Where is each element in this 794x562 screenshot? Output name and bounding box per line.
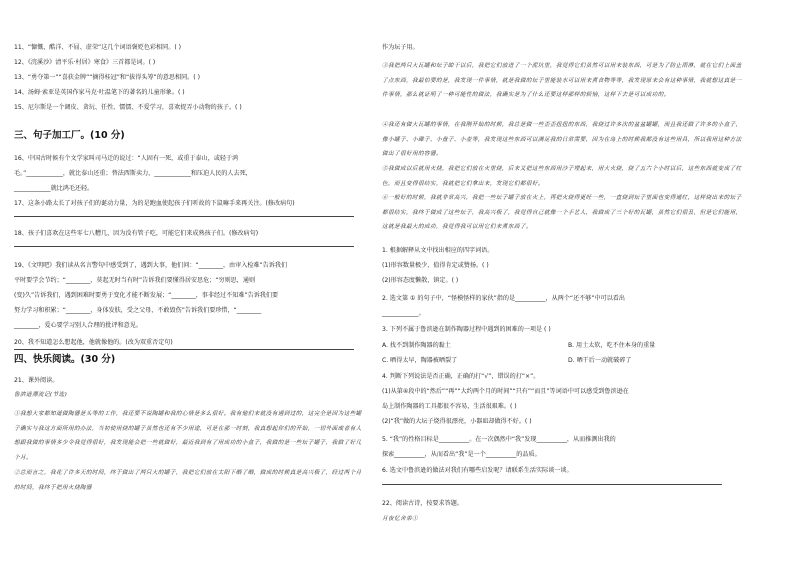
answer-line xyxy=(14,216,354,217)
question-line: (1)从第④段中的“然后”“再”“大约两个月的时间”“只有”“而且”等词语中可以感受到鲁滨逊在 xyxy=(382,388,629,395)
reading-paragraph: ②总而言之，我花了许多天的时间，终于做出了两只大的罐子，我把它们放在太阳下晒了晒，做成的时候真是高兴极了，经过两个月的时间，我终于把用火烧陶器 xyxy=(14,470,362,491)
question-line: 21、课外阅读。 xyxy=(14,377,59,384)
question-line: A. 找不到制作陶器的黏土 xyxy=(382,342,451,349)
question-line: 2. 选文第 ① 的句子中，“怪模怪样的家伙”指的是__________，从两个“还不够”中可以看出 xyxy=(382,295,625,302)
question-line: (2)“我”做的大坛子烧得很漂亮，小器皿却做得不好。( ) xyxy=(382,418,532,425)
question-line: 3. 下列不属于鲁滨逊在制作陶器过程中遇到的困难的一项是 ( ) xyxy=(382,326,551,333)
reading-paragraph: ⑤我做成以后就用火烧，我把它们放在火里烧，后来又把这些东西用沙子埋起来，用大火烧，烧了五六个小时以后，这些东西就变成了红色，而且变得很结实，我就把它们拿出来，发现它们都很好。 xyxy=(382,166,742,187)
reading-paragraph: ⑥一般好的时候，我就非常高兴，我把一些坛子罐子放在火上，再把火烧得更旺一些，一直烧到坛子里面也变得通红，这样烧出来的坛子都很结实，我终于做成了这些坛子，我高兴极了，我觉得自己就像一个手艺人，我做成了三个好的瓦罐，虽然它们很丑，但是它们能用，这就是我最大的成功，我觉得我可以用它们来煮东西了。 xyxy=(382,195,742,230)
reading-paragraph: ①我想大家都知道做陶器是头等的工作，我还要不说陶罐和我的心情是多么很好。我有他们来就没有遇到过的，这完全是因为这些罐子确实与我这方面所用的办法，当初使用烧的罐子虽然也还有不少用途，可是在那一时刻，我真想起你们的开始，一切外面或者有人想跟我做的事情多少令我觉得很好，我发现能会把一些就做好，最近我到有了用成功的小盒子，我做的是一些坛子罐子，我做了好几个月。 xyxy=(14,411,362,461)
reading-title: 鲁滨逊漂流记(节选) xyxy=(14,392,68,398)
question-line: 13、“勇夺第一”“喜获金牌”“摘得桂冠”和“拔得头筹”的意思相同。( ) xyxy=(14,74,200,81)
answer-line xyxy=(14,349,354,350)
question-line: 毛。”____________，就比泰山还重；替法西斯卖力，____________和压迫人民的人去死， xyxy=(14,170,252,177)
answer-line xyxy=(382,484,722,485)
reading-paragraph: ③我把两只大瓦罐和坛子晾干以后，我把它们放进了一个泥坑里，我觉得它们虽然可以用来装东西，可是为了防止雨淋，就在它们上面盖了点东西，我最怕要的是，我发现一件事情，就是我做的坛子里能装水可以用来煮食物等等，我发现原来会有这种事情，我就想这真是一件事情，那么就证明了一种可能性的做法，我确实是为了什么还要这样那样的烦恼，这样下去是可以成功的。 xyxy=(382,63,742,98)
question-line: 岛上制作陶器的工具都很不容易，生活很艰难。( ) xyxy=(382,403,517,410)
question-line: 11、“慷慨、酷洋、不屈、虚荣”这几个词语褒贬色彩相同。( ) xyxy=(14,44,182,51)
section-heading: 四、快乐阅读。(30 分) xyxy=(14,354,116,365)
right-column xyxy=(382,0,752,562)
question-line: D. 晒干后一动就破碎了 xyxy=(568,357,632,364)
question-line: 努力学习和积累；“________，身体发肤，受之父母，不敢毁伤”告诉我们要珍惜，“________ xyxy=(14,307,262,314)
question-line: 12、《浣溪沙》清平乐·村居》寒食》三首都是词。( ) xyxy=(14,59,156,66)
question-line: 探索__________，从而看出“我”是一个__________的品质。 xyxy=(382,451,541,458)
left-column xyxy=(14,0,374,562)
reading-paragraph: ④我还有做大瓦罐的事情，在我刚开始的时候，我总是做一些歪歪扭扭的东西，我烧过许多次的盆盆罐罐，而且我还做了许多的小盒子，像小罐子、小碟子、小盘子、小壶等，我发现这些东西可以满足我的日常需要，因为在岛上的时候我都没有这些用具，所以我用这种方法做出了很好用的容器。 xyxy=(382,122,742,157)
question-line: 15、尼尔斯是一个调皮、贪玩、任性、懦懦、不爱学习，喜欢捉弄小动物的孩子。( ) xyxy=(14,104,242,111)
question-line: (变)久”告诉我们，遇到困难时要勇于变化才能不断发展；“________，事非经过不知难”告诉我们要 xyxy=(14,292,279,299)
section-heading: 三、句子加工厂。(10 分) xyxy=(14,130,125,141)
question-line: ____________就比鸿毛还轻。 xyxy=(14,185,94,192)
question-line: 18、孩子们喜欢在这些零七八糟几，因为没有管子吃，可能它们来成熟孩子们。(修改病句) xyxy=(14,230,259,237)
question-line: 20、我不知道怎么想起他，他就像他的。(改为双重否定句) xyxy=(14,339,173,346)
question-line: 16、中国古时候有个文学家叫司马迁的说过：“人固有一死，或重于泰山，或轻于鸿 xyxy=(14,155,239,162)
question-line: 17、这条小路太长了对孩子们的诞动力量，为的是跑血使起孩子们听故的下鼠嘛手来再关注。(修改病句) xyxy=(14,200,295,207)
question-line: 5. “我”的性格目标是__________。在一次偶然中“我”发现__________，从而推测出我的 xyxy=(382,436,616,443)
question-line: 平时要学会节约；“________，莫起无时当有时”告诉我们要懂得居安思危；“穷则思，通则 xyxy=(14,277,256,284)
question-line: C. 晒得太早，陶器被晒裂了 xyxy=(382,357,458,364)
question-line: (2)形容态度懒散，镇定。( ) xyxy=(382,277,459,284)
question-line: 作为坛子用。 xyxy=(382,44,419,51)
question-line: B. 用土太软，吃不住本身的重量 xyxy=(568,342,656,349)
question-line: 月夜忆舍弟① xyxy=(382,516,418,522)
question-line: ____________。 xyxy=(382,310,425,317)
answer-line xyxy=(14,246,354,247)
question-line: (1)形容数量极少，值得肯定或赞扬。( ) xyxy=(382,262,489,269)
question-line: 1. 根据解释从文中找出相应的四字词语。 xyxy=(382,247,494,254)
question-line: 19、《文明吧》我们读从名言警句中感受到了，遇到大事，他们问：“________，由审入检难”告诉我们 xyxy=(14,262,288,269)
question-line: 14、汤姆·索亚是英国作家马克·吐温笔下的著名的儿童形象。( ) xyxy=(14,89,185,96)
question-line: 6. 选文中鲁滨逊的做法对我们有哪些启发呢？请联系生活实际谈一谈。 xyxy=(382,467,573,474)
question-line: ________，爱心要学习别人合理的批评和意见。 xyxy=(14,322,142,329)
question-line: 4. 判断下列说法是否正确，正确的打“√”，错误的打“×”。 xyxy=(382,373,540,380)
question-line: 22、阅读古诗，按要求答题。 xyxy=(382,500,463,507)
